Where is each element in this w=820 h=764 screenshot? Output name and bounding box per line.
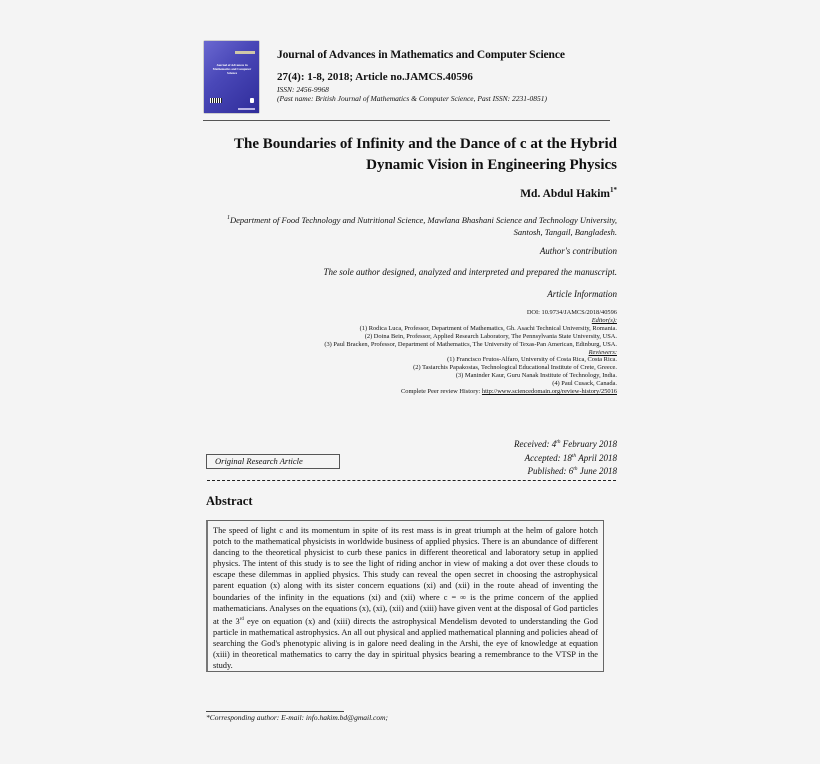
published-text: Published: 6 [527,466,574,476]
received-text: Received: 4 [514,439,557,449]
received-date [514,437,617,451]
abstract-box [206,520,604,672]
article-type-badge: Original Research Article [206,454,340,469]
reviewer-item: (1) Francisco Frutos-Alfaro, University of Costa Rica, Costa Rica. [447,356,617,364]
contribution-heading: Author's contribution [539,246,617,256]
corresponding-author-footnote: *Corresponding author: E-mail: info.hakim.bd@gmail.com; [206,713,389,722]
barcode-icon [210,98,222,103]
abstract-sup: rd [239,616,244,622]
reviewers-label: Reviewers: [588,348,617,356]
journal-issue: 27(4): 1-8, 2018; Article no.JAMCS.40596 [277,71,473,83]
cover-title: Journal of Advances in Mathematics and Computer Science [212,63,252,76]
history-label: Complete Peer review History: [400,388,482,396]
accepted-text: Accepted: 18 [524,452,572,463]
journal-title: Journal of Advances in Mathematics and Computer Science [277,49,565,61]
reviewer-item: (4) Paul Cusack, Canada. [552,380,617,388]
cover-label-bar [235,51,255,54]
accepted-sup: th [571,452,577,459]
reviewer-item: (2) Tasiarchis Papakostas, Technological Educational Institute of Crete, Greece. [413,364,617,372]
review-history-link[interactable]: http://www.sciencedomain.org/review-history/25016 [481,388,617,396]
publisher-logo-icon [250,98,254,103]
journal-issn [277,85,547,103]
author-affiliation [197,212,617,238]
issn: ISSN: 2456-9968 [277,85,329,94]
editors-label: Editor(s): [591,316,617,324]
editor-item: (1) Rodica Luca, Professor, Department of Mathematics, Gh. Asachi Technical University, Romania. [359,324,617,332]
published-date [514,464,617,478]
article-title: The Boundaries of Infinity and the Dance of c at the Hybrid Dynamic Vision in Engineering Physics [234,136,617,173]
footnote-divider [206,711,344,712]
affiliation-text: Department of Food Technology and Nutritional Science, Mawlana Bhashani Science and Technology University, Santosh, Tangail, Bangladesh. [229,214,617,237]
accepted-date [514,451,617,465]
editor-item: (2) Doina Bein, Professor, Applied Research Laboratory, The Pennsylvania State University, USA. [364,332,617,340]
abstract-text [213,525,598,671]
abstract-text-part1: The speed of light c and its momentum in spite of its rest mass is in great triumph at the helm of galore hotch potch to the mathematical physicists in worldwide business of applied physics. There is an abundance of different dancing to the theoretical physicist to curb these panics in different theoretical and laboratory setup in applied physics. The intent of this study is to see the light of riding anchor in view of making a dot over these clouds to escape these dilemmas in applied physics. This study can reveal the open secret in choosing the astrophysical parent equation (x) along with its sister concern equations (xi) and (xii) in the route ahead of inventing the boundaries of the infinity in the equations (xi) and (xii) where c = ∞ is the prime concern of the applied mathematicians. Analyses on the equations (x), (xi), (xii) and (xiii) have given vent at the disposal of God particles at the 3 [213,526,598,626]
received-month: February 2018 [560,439,617,449]
published-sup: th [573,466,578,472]
editor-item: (3) Paul Bracken, Professor, Department of Mathematics, The University of Texas-Pan American, Edinburg, USA. [324,340,617,348]
cover-publisher-bar [238,108,255,110]
published-month: June 2018 [577,466,617,476]
received-sup: th [556,439,561,445]
author-sup: 1* [610,186,617,194]
author-name [520,186,617,200]
contribution-text: The sole author designed, analyzed and interpreted and prepared the manuscript. [323,267,617,277]
author-text: Md. Abdul Hakim [520,187,610,200]
article-information [177,309,617,396]
journal-cover-image [204,41,259,113]
abstract-heading: Abstract [206,494,253,508]
accepted-month: April 2018 [576,452,617,463]
article-dates [514,437,617,478]
header-divider [203,120,610,121]
abstract-text-part2: eye on equation (x) and (xiii) directs the astrophysical Mendelism devoted to understanding the God particle in mathematical astrophysics. An all out physical and applied mathematical planning and policies ahead of searching the God's phenotypic aliving is in galore need dealing in the Arshi, the eye of knowledge at equation (xiii) in theoretical mathematics to carry the day in spiritual physics bearing a remembrance to the VTSP in the study. [213,616,598,670]
past-name: (Past name: British Journal of Mathematics & Computer Science, Past ISSN: 2231-0851) [277,94,547,103]
affiliation-sup: 1 [226,215,230,221]
section-divider [207,480,616,481]
review-history [177,388,617,396]
doi: DOI: 10.9734/JAMCS/2018/40596 [526,309,617,316]
article-information-heading: Article Information [547,289,617,299]
reviewer-item: (3) Maninder Kaur, Guru Nanak Institute of Technology, India. [455,372,617,380]
